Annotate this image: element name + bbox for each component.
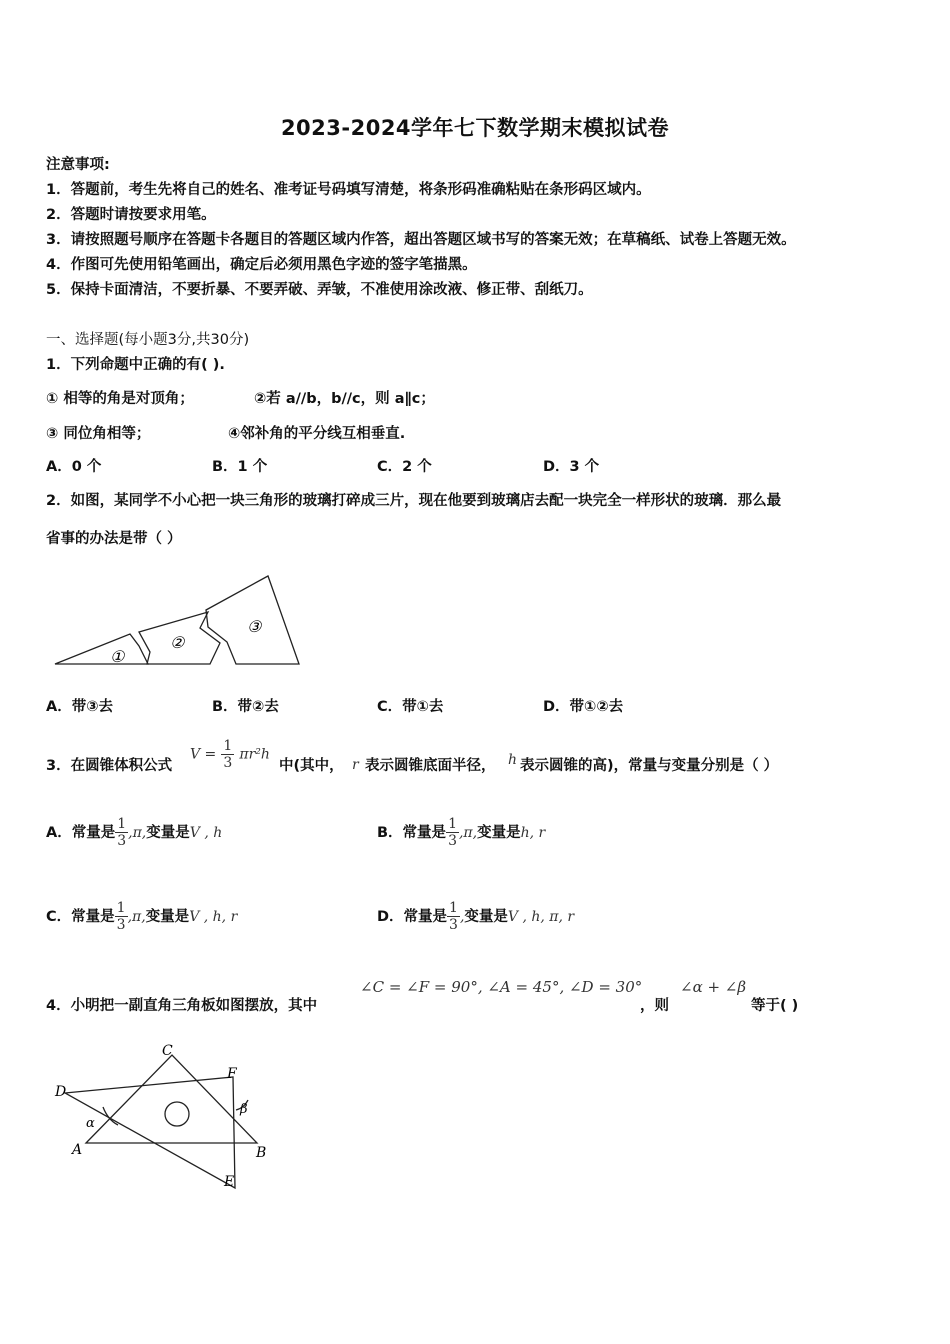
q3-option-a: A．常量是 $\frac{1}{3}$ ,π,变量是V , h	[46, 816, 223, 849]
notice-item-5: 5．保持卡面清洁，不要折暴、不要弄破、弄皱，不准使用涂改液、修正带、刮纸刀。	[46, 282, 593, 298]
label-a: A	[72, 1142, 83, 1158]
center-circle	[165, 1102, 189, 1126]
label-e: E	[224, 1174, 235, 1190]
notice-item-1: 1．答题前，考生先将自己的姓名、准考证号码填写清楚，将条形码准确粘贴在条形码区域内。	[46, 182, 651, 198]
triangle-boards-figure	[50, 1040, 290, 1190]
q4-expression: ∠α + ∠β	[680, 978, 747, 996]
q1-stem: 1．下列命题中正确的有( ).	[46, 357, 225, 373]
piece-label-3: ③	[247, 617, 262, 636]
notice-item-2: 2．答题时请按要求用笔。	[46, 207, 216, 223]
q3-prefix: 3．在圆锥体积公式	[46, 758, 173, 774]
notice-item-3: 3．请按照题号顺序在答题卡各题目的答题区域内作答，超出答题区域书写的答案无效；在草稿纸、试卷上答题无效。	[46, 232, 796, 248]
cone-volume-formula: V = $\frac{1}{3}$ πr²h	[190, 738, 270, 771]
label-b: B	[256, 1145, 267, 1161]
q2-stem-line-1: 2．如图，某同学不小心把一块三角形的玻璃打碎成三片，现在他要到玻璃店去配一块完全一样形状的玻璃．那么最	[46, 493, 782, 509]
q4-prefix: 4．小明把一副直角三角板如图摆放，其中	[46, 998, 318, 1014]
label-f: F	[227, 1066, 237, 1082]
q3-mid-2: 表示圆锥底面半径，	[365, 758, 496, 774]
q2-option-a: A．带③去	[46, 699, 113, 715]
q3-option-d: D．常量是 $\frac{1}{3}$ ,变量是V , h, π, r	[377, 900, 575, 933]
q1-option-b: B．1 个	[212, 459, 268, 475]
q3-suffix: 表示圆锥的高)，常量与变量分别是（ ）	[520, 758, 779, 774]
q1-statement-4: ④邻补角的平分线互相垂直.	[228, 426, 406, 442]
q1-statement-1: ① 相等的角是对顶角；	[46, 391, 194, 407]
q2-option-b: B．带②去	[212, 699, 279, 715]
label-c: C	[162, 1043, 173, 1059]
var-r: r	[352, 757, 359, 773]
q1-statement-2: ②若 a//b，b//c，则 a∥c；	[254, 391, 435, 407]
q4-angle-condition: ∠C = ∠F = 90°, ∠A = 45°, ∠D = 30°	[360, 978, 643, 996]
glass-triangle-figure	[50, 570, 310, 675]
q1-option-d: D．3 个	[543, 459, 600, 475]
label-alpha: α	[86, 1116, 95, 1131]
q2-stem-line-2: 省事的办法是带（ ）	[46, 531, 182, 547]
glass-piece-1	[55, 634, 148, 664]
q3-option-b: B．常量是 $\frac{1}{3}$ ,π,变量是h, r	[377, 816, 546, 849]
notice-item-4: 4．作图可先使用铅笔画出，确定后必须用黑色字迹的签字笔描黑。	[46, 257, 477, 273]
q3-mid-1: 中(其中，	[279, 758, 344, 774]
label-beta: β	[240, 1102, 248, 1117]
q1-option-a: A．0 个	[46, 459, 102, 475]
q3-option-c: C．常量是 $\frac{1}{3}$ ,π,变量是V , h, r	[46, 900, 238, 933]
page-title: 2023-2024学年七下数学期末模拟试卷	[280, 116, 670, 140]
section-heading: 一、选择题(每小题3分,共30分)	[46, 332, 250, 348]
piece-label-1: ①	[110, 647, 125, 666]
q1-statement-3: ③ 同位角相等；	[46, 426, 151, 442]
label-d: D	[55, 1084, 67, 1100]
q4-mid: ，则	[640, 998, 669, 1014]
q1-option-c: C．2 个	[377, 459, 432, 475]
q4-suffix: 等于( )	[751, 998, 799, 1014]
q2-option-c: C．带①去	[377, 699, 444, 715]
var-h: h	[508, 752, 518, 768]
piece-label-2: ②	[170, 633, 185, 652]
notice-heading: 注意事项:	[46, 157, 110, 173]
q2-option-d: D．带①②去	[543, 699, 624, 715]
